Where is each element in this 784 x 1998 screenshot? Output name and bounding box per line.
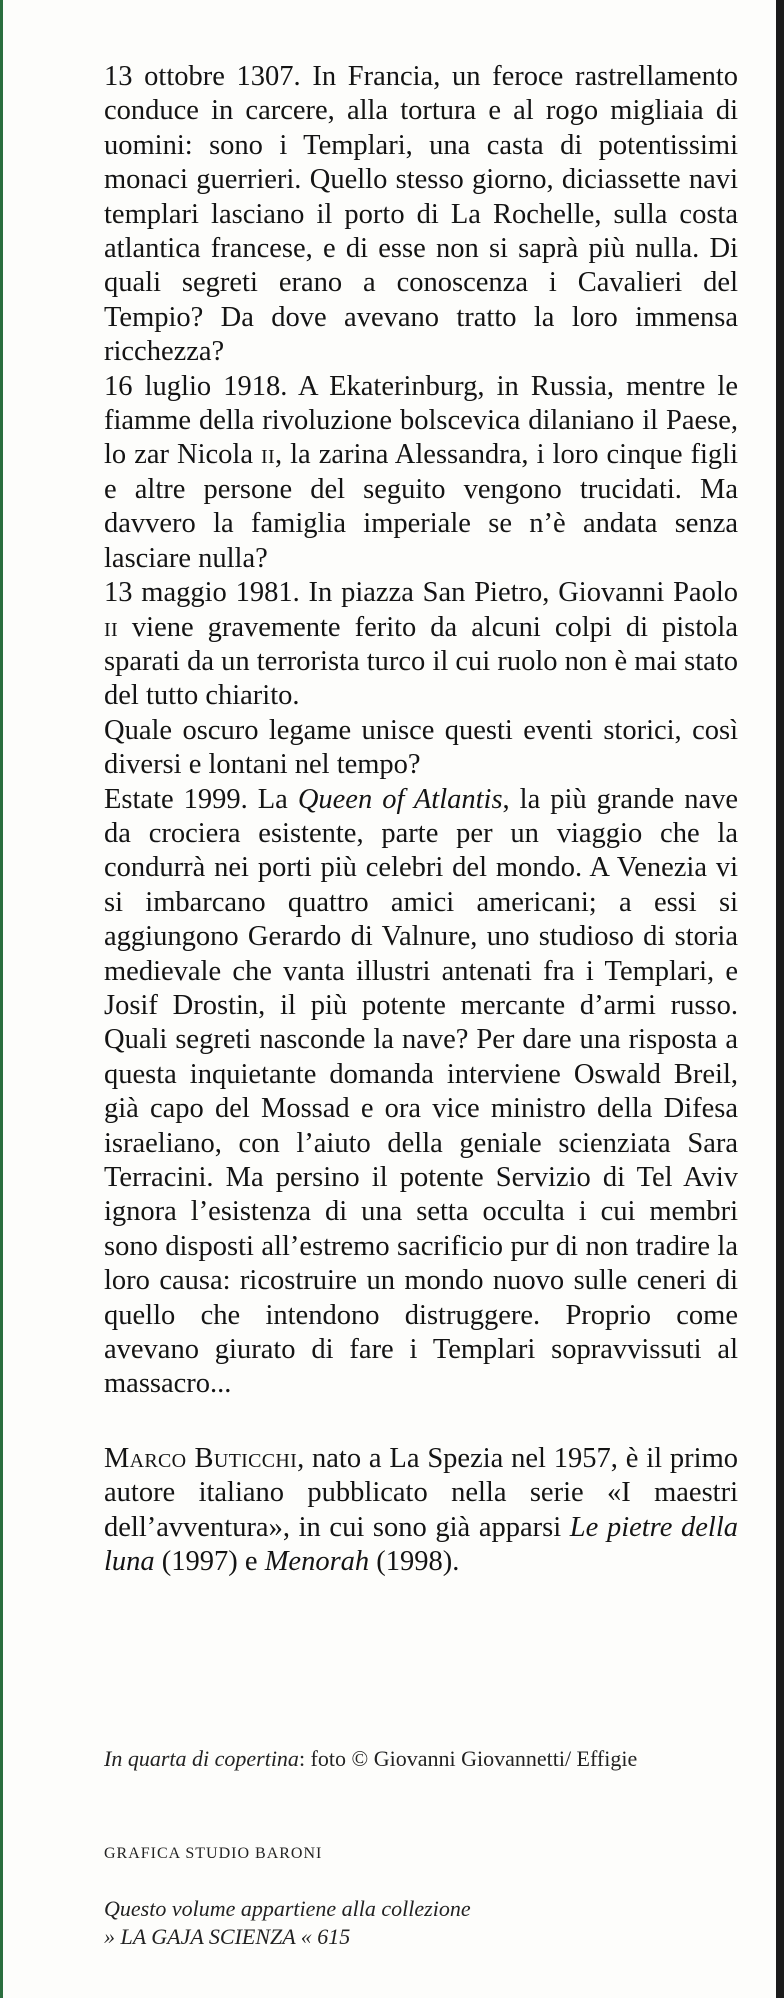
paragraph-1981-rest: viene gravemente ferito da alcuni colpi di pistola sparati da un terrorista turco il cui ruolo non è mai stato del tutto chiarito. (104, 611, 738, 712)
book-title-2: Menorah (264, 1546, 370, 1578)
ship-name: Queen of Atlantis (297, 783, 503, 815)
credit-text: : foto © Giovanni Giovannetti/ Effigie (298, 1746, 638, 1771)
author-bio (104, 1442, 738, 1580)
paragraph-1981 (104, 576, 738, 714)
paragraph-1918-text: 16 luglio 1918. A Ekaterinburg, in Russia, mentre le fiamme della rivoluzione bolscevica dilaniano il Paese, lo zar Nicola (104, 370, 738, 471)
author-name: Marco Buticchi (104, 1442, 298, 1474)
collection-note (104, 1895, 471, 1951)
left-edge (0, 0, 3, 1998)
paragraph-question (104, 714, 738, 783)
book-title-1: Le pietre della luna (104, 1511, 738, 1578)
roman-numeral: ii (104, 611, 118, 643)
collection-line-2: » LA GAJA SCIENZA « 615 (104, 1924, 351, 1949)
collection-line-1: Questo volume appartiene alla collezione (104, 1896, 471, 1921)
graphic-design-credit: GRAFICA STUDIO BARONI (104, 1845, 323, 1862)
paragraph-1918 (104, 370, 738, 576)
paragraph-1999 (104, 783, 738, 1402)
author-bio-text-3: (1998). (369, 1546, 460, 1578)
paragraph-1981-text: 13 maggio 1981. In piazza San Pietro, Giovanni Paolo (104, 577, 738, 609)
paragraph-1307-text: 13 ottobre 1307. In Francia, un feroce rastrellamento conduce in carcere, alla tortura e al rogo migliaia di uomini: sono i Templari, una casta di potentissimi monaci guerrieri. Quello stesso giorno, diciassette navi templari lasciano il porto di La Rochelle, sulla costa atlantica francese, e di esse non si saprà più nulla. Di quali segreti erano a conoscenza i Cavalieri del Tempio? Da dove avevano tratto la loro immensa ricchezza? (104, 61, 738, 368)
paragraph-1999-rest: , la più grande nave da crociera esistente, parte per un viaggio che la condurrà nei porti più celebri del mondo. A Venezia vi si imbarcano quattro amici americani; a essi si aggiungono Gerardo di Valnure, uno studioso di storia medievale che vanta illustri antenati fra i Templari, e Josif Drostin, il più potente mercante d’armi russo. Quali segreti nasconde la nave? Per dare una risposta a questa inquietante domanda interviene Oswald Breil, già capo del Mossad e ora vice ministro della Difesa israeliano, con l’aiuto della geniale scienziata Sara Terracini. Ma persino il potente Servizio di Tel Aviv ignora l’esistenza di una setta occulta i cui membri sono disposti all’estremo sacrificio pur di non tradire la loro causa: ricostruire un mondo nuovo sulle ceneri di quello che intendono distruggere. Proprio come avevano giurato di fare i Templari sopravvissuti al massacro... (104, 783, 738, 1400)
credit-label: In quarta di copertina (104, 1746, 299, 1771)
paragraph-1918-rest: , la zarina Alessandra, i loro cinque figli e altre persone del seguito vengono trucidati. Ma davvero la famiglia imperiale se n’è andata senza lasciare nulla? (104, 439, 738, 574)
author-bio-text-2: (1997) e (154, 1546, 265, 1578)
roman-numeral: ii (261, 439, 275, 471)
blurb-text (104, 60, 738, 1579)
author-bio-text: , nato a La Spezia nel 1957, è il primo autore italiano pubblicato nella serie «I maestri dell’avventura», in cui sono già apparsi (104, 1442, 738, 1543)
paragraph-1307 (104, 60, 738, 370)
paragraph-1999-text: Estate 1999. La (104, 783, 298, 815)
question-text: Quale oscuro legame unisce questi eventi storici, così diversi e lontani nel tempo? (104, 714, 738, 781)
cover-credit (104, 1745, 738, 1773)
right-edge (776, 0, 784, 1998)
